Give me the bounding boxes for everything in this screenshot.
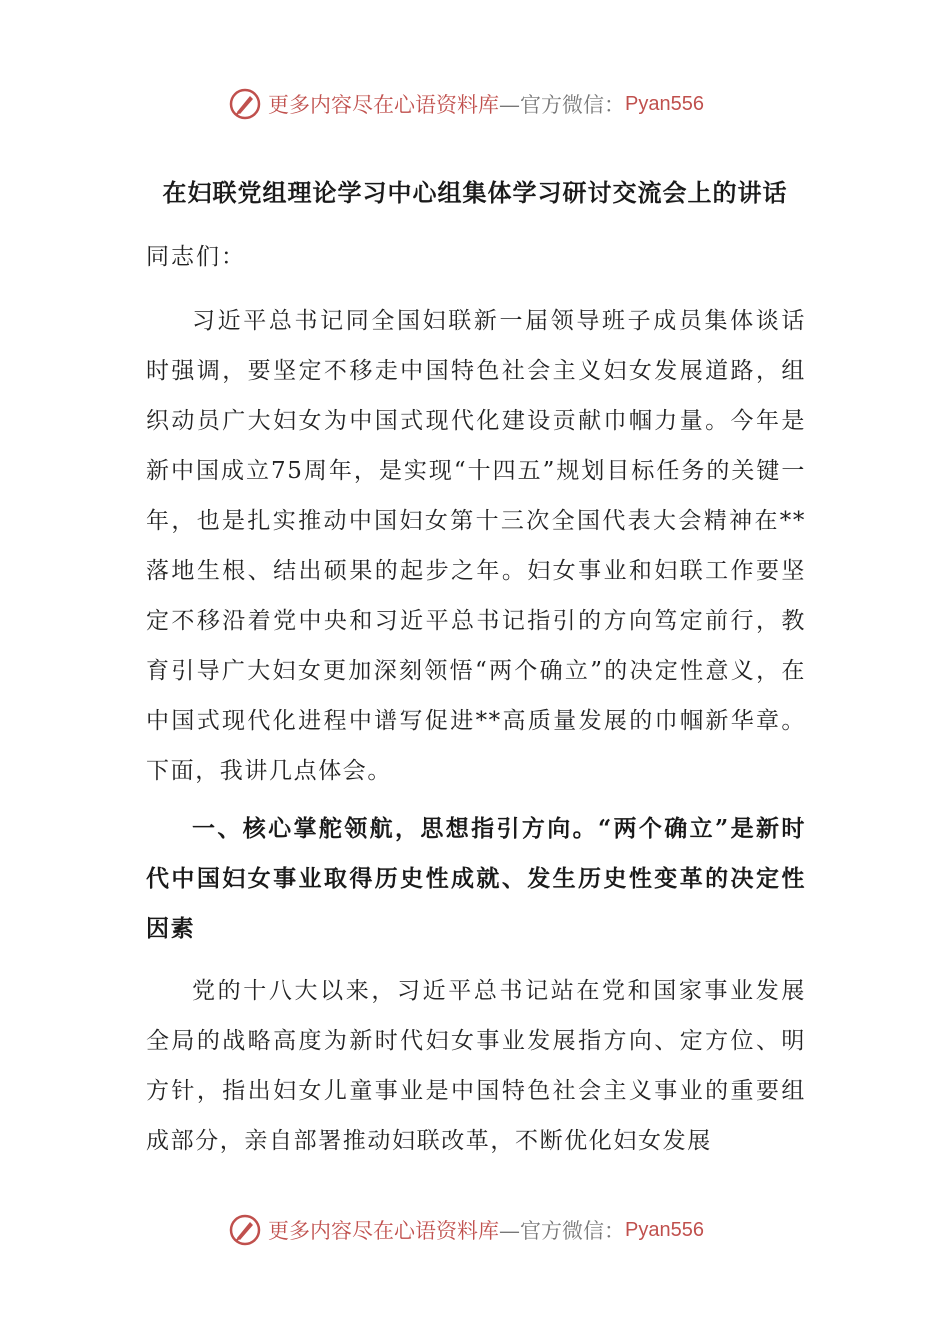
pen-circle-logo-icon	[228, 87, 262, 121]
watermark-text: 更多内容尽在心语资料库	[268, 1219, 499, 1243]
watermark-footer	[228, 1212, 748, 1248]
watermark-separator: —官方微信：	[499, 93, 625, 117]
watermark-header	[228, 86, 748, 122]
watermark-text: 更多内容尽在心语资料库	[268, 93, 499, 117]
watermark-wechat-id: Pyan556	[625, 1218, 704, 1241]
body-paragraph-2: 党的十八大以来，习近平总书记站在党和国家事业发展全局的战略高度为新时代妇女事业发展指方向、定方位、明方针，指出妇女儿童事业是中国特色社会主义事业的重要组成部分，亲自部署推动妇联改革，不断优化妇女发展	[146, 978, 806, 1154]
section-heading-1: 一、核心掌舵领航，思想指引方向。“两个确立”是新时代中国妇女事业取得历史性成就、发生历史性变革的决定性因素	[146, 815, 806, 942]
watermark-separator: —官方微信：	[499, 1219, 625, 1243]
pen-circle-logo-icon	[228, 1213, 262, 1247]
watermark-wechat-id: Pyan556	[625, 92, 704, 115]
document-title: 在妇联党组理论学习中心组集体学习研讨交流会上的讲话	[162, 178, 788, 207]
salutation: 同志们：	[146, 244, 246, 270]
body-paragraph-1: 习近平总书记同全国妇联新一届领导班子成员集体谈话时强调，要坚定不移走中国特色社会主义妇女发展道路，组织动员广大妇女为中国式现代化建设贡献巾帼力量。今年是新中国成立75周年，是实现“十四五”规划目标任务的关键一年，也是扎实推动中国妇女第十三次全国代表大会精神在**落地生根、结出硕果的起步之年。妇女事业和妇联工作要坚定不移沿着党中央和习近平总书记指引的方向笃定前行，教育引导广大妇女更加深刻领悟“两个确立”的决定性意义，在中国式现代化进程中谱写促进**高质量发展的巾帼新华章。下面，我讲几点体会。	[146, 308, 806, 784]
